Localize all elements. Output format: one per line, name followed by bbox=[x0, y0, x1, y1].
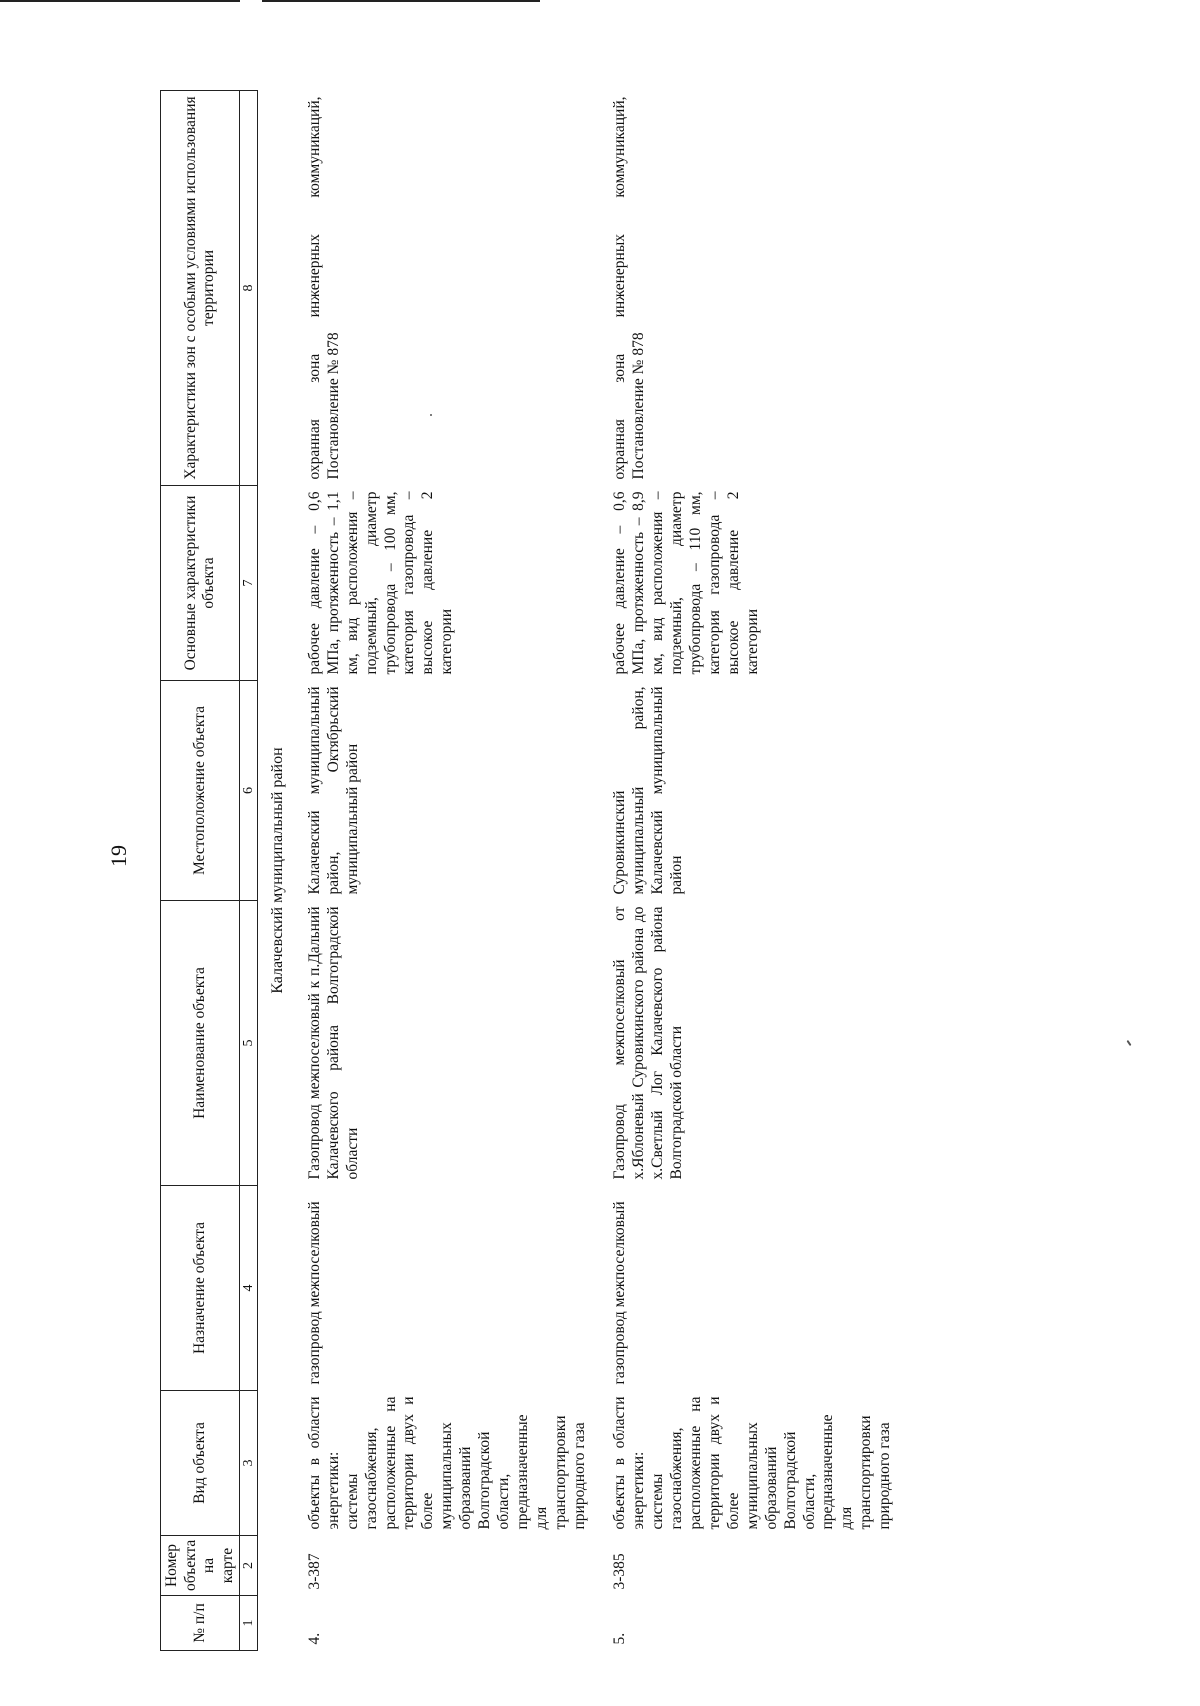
col-header-location: Местоположение объекта bbox=[161, 681, 240, 901]
column-number-row bbox=[240, 91, 258, 1651]
table-row bbox=[597, 91, 903, 1651]
object-kind: объекты в области энергетики: системы газоснабжения, расположенные на территории двух и более муниципальных образований Волгоградской области, предназначенные для транспортировки природного газа bbox=[611, 1396, 894, 1530]
object-name: Газопровод межпоселковый от х.Яблоневый Суровикинского района до х.Светлый Лог Калачевского района Волгоградской области bbox=[611, 906, 686, 1180]
objects-table bbox=[160, 90, 903, 1651]
zone-characteristics: охранная зона инженерных коммуникаций, Постановление № 878 bbox=[611, 96, 648, 480]
col-number: 8 bbox=[240, 91, 258, 486]
map-number: 3-385 bbox=[611, 1553, 629, 1590]
row-number: 5. bbox=[611, 1632, 629, 1645]
object-location: Калачевский муниципальный район, Октябрьский муниципальный район bbox=[305, 686, 361, 895]
col-header-num: № п/п bbox=[161, 1596, 240, 1651]
col-number: 3 bbox=[240, 1391, 258, 1536]
col-header-kind: Вид объекта bbox=[161, 1391, 240, 1536]
object-purpose: газопровод межпоселковый bbox=[611, 1201, 629, 1385]
section-title: Калачевский муниципальный район bbox=[269, 747, 287, 994]
object-characteristics: рабочее давление – 0,6 МПа, протяженность – 1,1 км, вид расположения – подземный, диаметр трубопровода – 100 мм, категория газопровода – высокое давление 2 категории bbox=[305, 491, 456, 675]
section-row bbox=[258, 91, 292, 1651]
scan-speck bbox=[430, 414, 432, 416]
col-number: 4 bbox=[240, 1186, 258, 1391]
col-header-characteristics: Основные характеристики объекта bbox=[161, 486, 240, 681]
map-number: 3-387 bbox=[305, 1553, 323, 1590]
header-row bbox=[161, 91, 240, 1651]
col-header-purpose: Назначение объекта bbox=[161, 1186, 240, 1391]
object-kind: объекты в области энергетики: системы газоснабжения, расположенные на территории двух и более муниципальных образований Волгоградской области, предназначенные для транспортировки природного газа bbox=[305, 1396, 588, 1530]
row-number: 4. bbox=[305, 1632, 323, 1645]
col-number: 2 bbox=[240, 1536, 258, 1596]
object-name: Газопровод межпоселковый к п.Дальний Калачевского района Волгоградской области bbox=[305, 906, 361, 1180]
col-header-name: Наименование объекта bbox=[161, 901, 240, 1186]
table-row bbox=[292, 91, 598, 1651]
object-purpose: газопровод межпоселковый bbox=[305, 1201, 323, 1385]
col-header-map-number: Номер объекта на карте bbox=[161, 1536, 240, 1596]
col-number: 6 bbox=[240, 681, 258, 901]
page-number: 19 bbox=[106, 845, 131, 867]
scan-speck bbox=[1126, 1040, 1131, 1046]
zone-characteristics: охранная зона инженерных коммуникаций, Постановление № 878 bbox=[305, 96, 342, 480]
col-header-zones: Характеристики зон с особыми условиями использования территории bbox=[161, 91, 240, 486]
object-characteristics: рабочее давление – 0,6 МПа, протяженность – 8,9 км, вид расположения – подземный, диаметр трубопровода – 110 мм, категория газопровода – высокое давление 2 категории bbox=[611, 491, 761, 675]
col-number: 7 bbox=[240, 486, 258, 681]
col-number: 5 bbox=[240, 901, 258, 1186]
object-location: Суровикинский муниципальный район, Калачевский муниципальный район bbox=[611, 686, 686, 895]
col-number: 1 bbox=[240, 1596, 258, 1651]
